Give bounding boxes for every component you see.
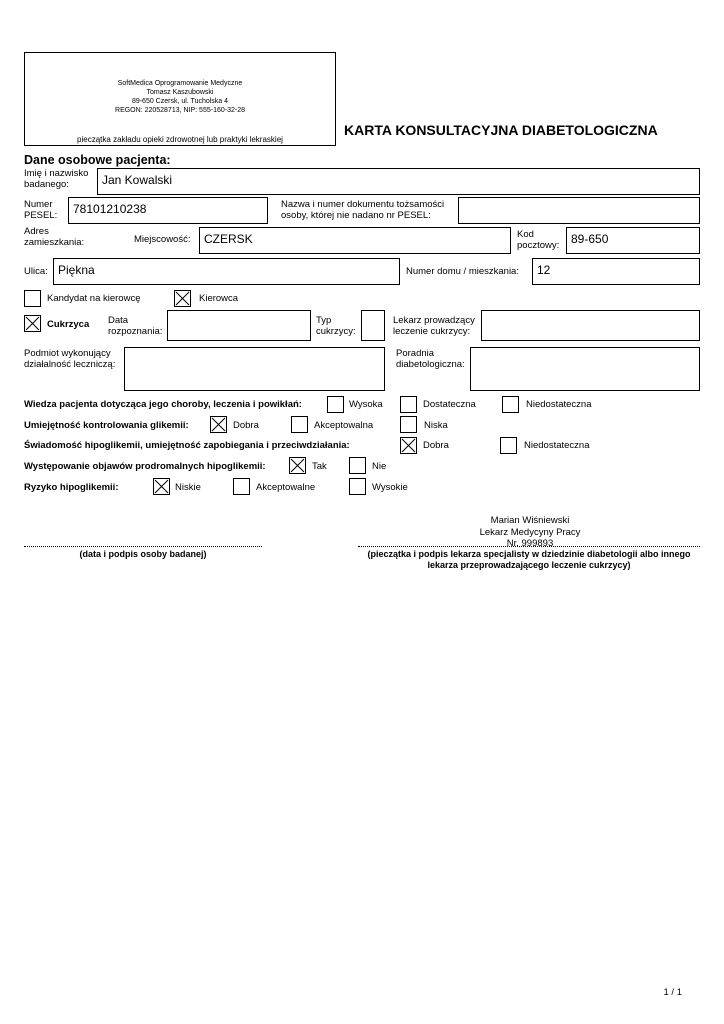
medical-entity-field[interactable] [124,347,385,391]
assessment-question: Występowanie objawów prodromalnych hipoglikemii: [24,461,266,472]
address-label: Adres zamieszkania: [24,226,85,248]
document-field[interactable] [458,197,700,224]
street-field[interactable]: Piękna [53,258,400,285]
city-label: Miejscowość: [134,234,191,245]
assessment-option-checkbox[interactable] [153,478,170,495]
assessment-option-label: Niedostateczna [524,440,590,451]
assessment-question: Ryzyko hipoglikemii: [24,482,119,493]
assessment-option-label: Dobra [423,440,449,451]
assessment-option-label: Niska [424,420,448,431]
stamp-line-1: SoftMedica Oprogramowanie Medyczne [117,80,243,87]
diagnosis-date-label: Data rozpoznania: [108,315,163,337]
checkmark-x-icon [25,316,40,331]
assessment-option-checkbox[interactable] [500,437,517,454]
assessment-option-label: Niedostateczna [526,399,592,410]
assessment-option-label: Tak [312,461,327,472]
patient-signature-line [24,546,262,547]
assessment-option-label: Wysoka [349,399,383,410]
assessment-option-checkbox[interactable] [400,416,417,433]
document-label: Nazwa i numer dokumentu tożsamości osoby, której nie nadano nr PESEL: [281,199,445,221]
section-title: Dane osobowe pacjenta: [24,153,171,167]
checkmark-x-icon [401,438,416,453]
assessment-option-checkbox[interactable] [289,457,306,474]
diabetes-clinic-field[interactable] [470,347,700,391]
assessment-option-checkbox[interactable] [233,478,250,495]
city-field[interactable]: CZERSK [199,227,511,254]
assessment-option-checkbox[interactable] [291,416,308,433]
doctor-signature-caption: (pieczątka i podpis lekarza specjalisty w dziedzinie diabetologii albo innego lekarza przeprowadzającego leczenie cukrzycy) [367,549,691,570]
assessment-option-checkbox[interactable] [502,396,519,413]
doctor-name: Marian Wiśniewski [490,515,570,526]
assessment-option-checkbox[interactable] [400,396,417,413]
pesel-field[interactable]: 78101210238 [68,197,268,224]
assessment-option-checkbox[interactable] [400,437,417,454]
assessment-option-checkbox[interactable] [349,457,366,474]
assessment-option-checkbox[interactable] [327,396,344,413]
assessment-option-label: Dostateczna [423,399,476,410]
treating-doctor-label: Lekarz prowadzący leczenie cukrzycy: [393,315,475,337]
diabetes-clinic-label: Poradnia diabetologiczna: [396,348,465,370]
checkmark-x-icon [175,291,190,306]
diabetes-type-field[interactable] [361,310,385,341]
diabetes-type-label: Typ cukrzycy: [316,315,356,337]
treating-doctor-field[interactable] [481,310,700,341]
candidate-driver-label: Kandydat na kierowcę [47,293,141,304]
checkmark-x-icon [211,417,226,432]
stamp-line-3: 89-650 Czersk, ul. Tucholska 4 [131,98,229,105]
diagnosis-date-field[interactable] [167,310,311,341]
doctor-stamp [430,515,630,550]
assessment-option-checkbox[interactable] [210,416,227,433]
driver-label: Kierowca [199,293,239,304]
assessment-option-label: Dobra [233,420,259,431]
clinic-stamp-box [24,52,336,146]
diabetes-label: Cukrzyca [47,319,90,330]
assessment-question: Umiejętność kontrolowania glikemii: [24,420,189,431]
stamp-line-4: REGON: 220528713, NIP: 555-160-32-28 [115,107,245,114]
checkmark-x-icon [154,479,169,494]
house-number-field[interactable]: 12 [532,258,700,285]
assessment-option-label: Wysokie [372,482,408,493]
patient-signature-caption: (data i podpis osoby badanej) [79,549,207,559]
doctor-number: Nr. 999893 [506,538,554,549]
assessment-option-label: Niskie [175,482,201,493]
candidate-driver-checkbox[interactable] [24,290,41,307]
diabetes-checkbox[interactable] [24,315,41,332]
house-number-label: Numer domu / mieszkania: [406,266,519,277]
pesel-label: Numer PESEL: [24,199,58,221]
assessment-option-label: Nie [372,461,387,472]
stamp-line-2: Tomasz Kaszubowski [146,89,214,96]
street-label: Ulica: [24,266,48,277]
postal-label: Kod pocztowy: [517,229,560,251]
postal-field[interactable]: 89-650 [566,227,700,254]
assessment-question: Świadomość hipoglikemii, umiejętność zapobiegania i przeciwdziałania: [24,440,350,451]
page-number: 1 / 1 [663,987,682,998]
assessment-option-label: Akceptowalne [256,482,316,493]
name-field[interactable]: Jan Kowalski [97,168,700,195]
medical-entity-label: Podmiot wykonujący działalność leczniczą: [24,348,116,370]
assessment-question: Wiedza pacjenta dotycząca jego choroby, leczenia i powikłań: [24,399,302,410]
checkmark-x-icon [290,458,305,473]
page-title: KARTA KONSULTACYJNA DIABETOLOGICZNA [344,122,658,138]
stamp-caption: pieczątka zakładu opieki zdrowotnej lub praktyki lekraskiej [77,135,283,144]
assessment-option-label: Akceptowalna [314,420,374,431]
driver-checkbox[interactable] [174,290,191,307]
name-label: Imię i nazwisko badanego: [24,168,89,190]
doctor-title: Lekarz Medycyny Pracy [479,526,581,538]
assessment-option-checkbox[interactable] [349,478,366,495]
doctor-signature-line [358,546,700,547]
